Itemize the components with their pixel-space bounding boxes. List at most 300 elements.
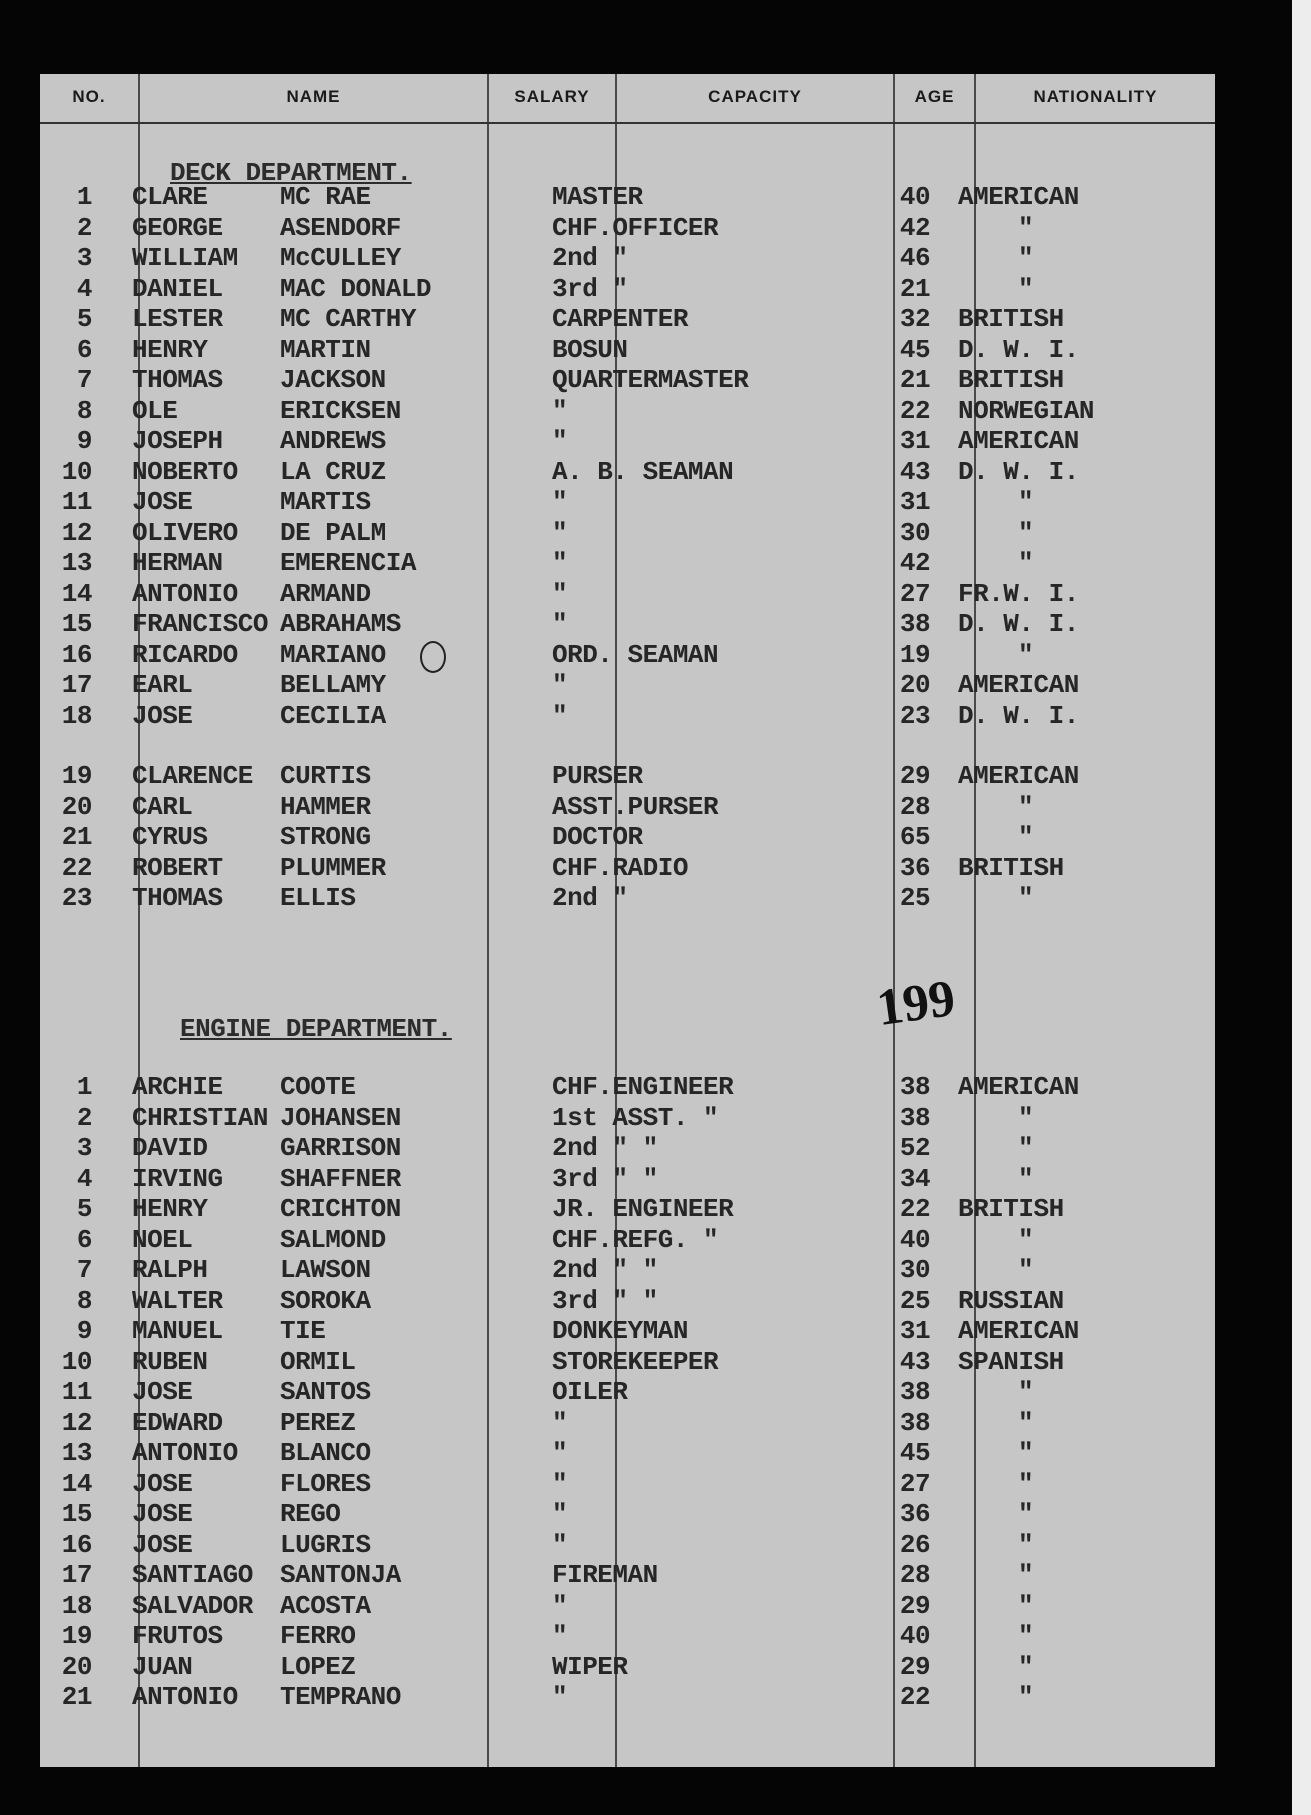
crew-first-name: JOSE: [132, 700, 193, 731]
crew-last-name: LA CRUZ: [280, 456, 386, 487]
crew-capacity: ": [552, 1468, 568, 1499]
crew-first-name: CLARENCE: [132, 761, 253, 791]
crew-capacity: ": [552, 1529, 568, 1560]
crew-first-name: RALPH: [132, 1255, 208, 1285]
crew-capacity: 1st ASST. ": [552, 1102, 719, 1133]
crew-first-name: CYRUS: [132, 822, 208, 852]
crew-capacity: ": [552, 609, 568, 639]
crew-first-name: JOSE: [132, 1468, 193, 1499]
crew-capacity: ": [552, 1407, 568, 1438]
crew-last-name: LOPEZ: [280, 1651, 356, 1682]
crew-row: [40, 1652, 1215, 1682]
crew-last-name: REGO: [280, 1499, 341, 1529]
crew-age: 34: [899, 1163, 931, 1194]
crew-first-name: CHRISTIAN: [132, 1102, 268, 1133]
crew-capacity: ORD. SEAMAN: [552, 639, 719, 670]
crew-first-name: THOMAS: [132, 883, 223, 913]
crew-nationality: BRITISH: [958, 304, 1064, 334]
crew-row: [40, 1194, 1215, 1224]
crew-age: 36: [899, 852, 931, 883]
crew-capacity: QUARTERMASTER: [552, 365, 749, 395]
crew-first-name: EDWARD: [132, 1407, 223, 1438]
crew-capacity: WIPER: [552, 1651, 628, 1682]
crew-age: 25: [899, 1285, 931, 1316]
crew-row: [40, 670, 1215, 700]
crew-number: 8: [76, 395, 92, 426]
crew-row: [40, 365, 1215, 395]
crew-capacity: CHF.REFG. ": [552, 1224, 719, 1255]
crew-age: 40: [899, 1224, 931, 1255]
crew-first-name: GEORGE: [132, 212, 223, 243]
crew-age: 29: [899, 1590, 931, 1621]
crew-first-name: HERMAN: [132, 548, 223, 578]
crew-row: [40, 1133, 1215, 1163]
crew-number: 19: [61, 761, 92, 791]
crew-nationality: ": [1018, 1255, 1034, 1285]
crew-capacity: 2nd ": [552, 883, 628, 913]
crew-row: [40, 274, 1215, 304]
crew-number: 10: [61, 1346, 92, 1377]
crew-first-name: MANUEL: [132, 1316, 223, 1346]
crew-nationality: AMERICAN: [958, 1316, 1079, 1346]
crew-last-name: SOROKA: [280, 1285, 371, 1316]
crew-age: 31: [899, 487, 931, 517]
crew-last-name: ARMAND: [280, 578, 371, 609]
crew-age: 19: [899, 639, 931, 670]
crew-row: [40, 1377, 1215, 1407]
crew-nationality: ": [1018, 1560, 1034, 1590]
crew-last-name: FERRO: [280, 1621, 356, 1651]
crew-nationality: ": [1018, 1590, 1034, 1621]
crew-row: [40, 822, 1215, 852]
crew-age: 22: [899, 1682, 931, 1712]
crew-number: 4: [76, 1163, 92, 1194]
crew-number: 9: [76, 1316, 92, 1346]
crew-age: 21: [899, 273, 931, 304]
header-age: AGE: [914, 87, 955, 106]
crew-first-name: NOBERTO: [132, 456, 238, 487]
crew-number: 3: [76, 1133, 92, 1163]
crew-number: 11: [61, 487, 92, 517]
crew-row: [40, 1408, 1215, 1438]
crew-last-name: COOTE: [280, 1072, 356, 1102]
crew-nationality: ": [1018, 243, 1034, 273]
crew-last-name: SANTONJA: [280, 1560, 401, 1590]
crew-row: [40, 335, 1215, 365]
crew-last-name: GARRISON: [280, 1133, 401, 1163]
crew-capacity: 3rd ": [552, 273, 628, 304]
crew-row: [40, 1591, 1215, 1621]
crew-nationality: ": [1018, 1163, 1034, 1194]
crew-number: 15: [61, 609, 92, 639]
crew-row: [40, 1286, 1215, 1316]
page-number: 199: [873, 969, 959, 1038]
crew-age: 28: [899, 1560, 931, 1590]
crew-row: [40, 609, 1215, 639]
crew-age: 65: [899, 822, 931, 852]
crew-nationality: AMERICAN: [958, 761, 1079, 791]
crew-row: [40, 1103, 1215, 1133]
crew-row: [40, 1072, 1215, 1102]
crew-age: 27: [899, 1468, 931, 1499]
crew-first-name: SALVADOR: [132, 1590, 253, 1621]
crew-nationality: ": [1018, 1407, 1034, 1438]
crew-last-name: MARTIS: [280, 487, 371, 517]
crew-row: [40, 304, 1215, 334]
crew-age: 28: [899, 791, 931, 822]
engine-department-title: ENGINE DEPARTMENT.: [180, 1014, 452, 1044]
crew-number: 7: [76, 1255, 92, 1285]
header-salary: SALARY: [514, 87, 590, 106]
crew-row: [40, 853, 1215, 883]
crew-row: [40, 1164, 1215, 1194]
crew-first-name: JOSE: [132, 1499, 193, 1529]
crew-row: [40, 1347, 1215, 1377]
crew-number: 13: [61, 548, 92, 578]
crew-row: [40, 1469, 1215, 1499]
crew-number: 2: [76, 212, 92, 243]
crew-row: [40, 518, 1215, 548]
crew-capacity: DOCTOR: [552, 822, 643, 852]
crew-number: 18: [61, 700, 92, 731]
crew-nationality: D. W. I.: [958, 700, 1079, 731]
crew-age: 38: [899, 609, 931, 639]
crew-last-name: BLANCO: [280, 1438, 371, 1468]
crew-age: 40: [899, 182, 931, 212]
crew-age: 43: [899, 456, 931, 487]
crew-last-name: TIE: [280, 1316, 326, 1346]
crew-last-name: MAC DONALD: [280, 273, 432, 304]
crew-row: [40, 640, 1215, 670]
crew-capacity: ": [552, 395, 568, 426]
crew-nationality: ": [1018, 212, 1034, 243]
crew-row: [40, 1560, 1215, 1590]
crew-first-name: JOSEPH: [132, 426, 223, 456]
crew-nationality: BRITISH: [958, 852, 1064, 883]
crew-first-name: ROBERT: [132, 852, 223, 883]
crew-capacity: STOREKEEPER: [552, 1346, 719, 1377]
crew-nationality: AMERICAN: [958, 1072, 1079, 1102]
crew-age: 22: [899, 395, 931, 426]
crew-row: [40, 548, 1215, 578]
crew-number: 12: [61, 517, 92, 548]
crew-capacity: PURSER: [552, 761, 643, 791]
crew-age: 20: [899, 670, 931, 700]
crew-age: 29: [899, 761, 931, 791]
crew-age: 26: [899, 1529, 931, 1560]
header-capacity: CAPACITY: [708, 87, 802, 106]
crew-nationality: SPANISH: [958, 1346, 1064, 1377]
crew-first-name: WALTER: [132, 1285, 223, 1316]
crew-first-name: NOEL: [132, 1224, 193, 1255]
crew-nationality: BRITISH: [958, 365, 1064, 395]
crew-nationality: ": [1018, 639, 1034, 670]
crew-first-name: ANTONIO: [132, 578, 238, 609]
crew-age: 31: [899, 1316, 931, 1346]
crew-first-name: CARL: [132, 791, 193, 822]
crew-nationality: ": [1018, 1224, 1034, 1255]
crew-number: 14: [61, 1468, 92, 1499]
crew-last-name: ERICKSEN: [280, 395, 401, 426]
crew-capacity: ": [552, 700, 568, 731]
crew-last-name: ASENDORF: [280, 212, 401, 243]
crew-nationality: ": [1018, 548, 1034, 578]
crew-first-name: OLIVERO: [132, 517, 238, 548]
crew-capacity: JR. ENGINEER: [552, 1194, 734, 1224]
crew-number: 7: [76, 365, 92, 395]
crew-nationality: ": [1018, 1682, 1034, 1712]
crew-row: [40, 1499, 1215, 1529]
crew-row: [40, 182, 1215, 212]
crew-number: 16: [61, 639, 92, 670]
crew-last-name: STRONG: [280, 822, 371, 852]
crew-row: [40, 396, 1215, 426]
crew-last-name: MARIANO: [280, 639, 386, 670]
crew-nationality: ": [1018, 1377, 1034, 1407]
check-mark-circle: [420, 641, 446, 673]
crew-age: 42: [899, 548, 931, 578]
crew-nationality: D. W. I.: [958, 609, 1079, 639]
crew-row: [40, 1438, 1215, 1468]
crew-capacity: ": [552, 578, 568, 609]
crew-number: 2: [76, 1102, 92, 1133]
crew-age: 45: [899, 334, 931, 365]
crew-first-name: LESTER: [132, 304, 223, 334]
crew-number: 14: [61, 578, 92, 609]
crew-nationality: NORWEGIAN: [958, 395, 1094, 426]
crew-last-name: PLUMMER: [280, 852, 386, 883]
crew-first-name: DANIEL: [132, 273, 223, 304]
crew-capacity: ": [552, 1590, 568, 1621]
crew-list-sheet: [40, 74, 1215, 1767]
crew-nationality: ": [1018, 1468, 1034, 1499]
crew-nationality: BRITISH: [958, 1194, 1064, 1224]
crew-age: 42: [899, 212, 931, 243]
crew-age: 38: [899, 1102, 931, 1133]
crew-first-name: CLARE: [132, 182, 208, 212]
crew-age: 32: [899, 304, 931, 334]
crew-nationality: ": [1018, 517, 1034, 548]
crew-number: 22: [61, 852, 92, 883]
crew-number: 18: [61, 1590, 92, 1621]
crew-first-name: JOSE: [132, 487, 193, 517]
crew-age: 30: [899, 517, 931, 548]
crew-first-name: FRUTOS: [132, 1621, 223, 1651]
crew-capacity: 3rd " ": [552, 1285, 658, 1316]
crew-capacity: A. B. SEAMAN: [552, 456, 734, 487]
crew-last-name: MC CARTHY: [280, 304, 416, 334]
crew-age: 21: [899, 365, 931, 395]
crew-first-name: RUBEN: [132, 1346, 208, 1377]
crew-nationality: ": [1018, 883, 1034, 913]
crew-capacity: ": [552, 1682, 568, 1712]
crew-age: 23: [899, 700, 931, 731]
crew-age: 52: [899, 1133, 931, 1163]
crew-nationality: ": [1018, 791, 1034, 822]
crew-number: 17: [61, 1560, 92, 1590]
crew-age: 38: [899, 1377, 931, 1407]
crew-nationality: D. W. I.: [958, 334, 1079, 365]
crew-number: 12: [61, 1407, 92, 1438]
crew-capacity: ": [552, 1621, 568, 1651]
crew-first-name: HENRY: [132, 1194, 208, 1224]
crew-age: 31: [899, 426, 931, 456]
crew-number: 9: [76, 426, 92, 456]
crew-row: [40, 761, 1215, 791]
crew-capacity: BOSUN: [552, 334, 628, 365]
crew-last-name: CECILIA: [280, 700, 386, 731]
crew-capacity: DONKEYMAN: [552, 1316, 688, 1346]
crew-capacity: 2nd ": [552, 243, 628, 273]
crew-number: 8: [76, 1285, 92, 1316]
header-no: NO.: [72, 87, 106, 106]
crew-nationality: ": [1018, 1438, 1034, 1468]
crew-age: 38: [899, 1407, 931, 1438]
crew-first-name: EARL: [132, 670, 193, 700]
crew-capacity: OILER: [552, 1377, 628, 1407]
crew-row: [40, 701, 1215, 731]
crew-number: 16: [61, 1529, 92, 1560]
crew-nationality: ": [1018, 487, 1034, 517]
crew-first-name: OLE: [132, 395, 178, 426]
crew-number: 21: [61, 1682, 92, 1712]
crew-number: 1: [76, 182, 92, 212]
crew-capacity: 3rd " ": [552, 1163, 658, 1194]
crew-number: 10: [61, 456, 92, 487]
crew-capacity: ": [552, 1438, 568, 1468]
crew-first-name: WILLIAM: [132, 243, 238, 273]
crew-nationality: ": [1018, 1651, 1034, 1682]
crew-first-name: HENRY: [132, 334, 208, 365]
crew-nationality: RUSSIAN: [958, 1285, 1064, 1316]
crew-last-name: LAWSON: [280, 1255, 371, 1285]
crew-last-name: JOHANSEN: [280, 1102, 401, 1133]
crew-nationality: ": [1018, 273, 1034, 304]
crew-first-name: JUAN: [132, 1651, 193, 1682]
crew-number: 17: [61, 670, 92, 700]
crew-last-name: ACOSTA: [280, 1590, 371, 1621]
crew-last-name: PEREZ: [280, 1407, 356, 1438]
crew-capacity: ": [552, 670, 568, 700]
crew-last-name: McCULLEY: [280, 243, 401, 273]
crew-last-name: HAMMER: [280, 791, 371, 822]
crew-last-name: SALMOND: [280, 1224, 386, 1255]
crew-capacity: ": [552, 1499, 568, 1529]
crew-nationality: ": [1018, 1529, 1034, 1560]
crew-capacity: CARPENTER: [552, 304, 688, 334]
crew-nationality: ": [1018, 1102, 1034, 1133]
header-name: NAME: [286, 87, 341, 106]
crew-last-name: ANDREWS: [280, 426, 386, 456]
crew-first-name: SANTIAGO: [132, 1560, 253, 1590]
crew-number: 4: [76, 273, 92, 304]
crew-first-name: JOSE: [132, 1529, 193, 1560]
header-rule: [40, 122, 1215, 124]
header-nationality: NATIONALITY: [1033, 87, 1158, 106]
crew-last-name: CURTIS: [280, 761, 371, 791]
crew-number: 20: [61, 791, 92, 822]
crew-row: [40, 883, 1215, 913]
crew-first-name: RICARDO: [132, 639, 238, 670]
crew-row: [40, 426, 1215, 456]
crew-last-name: SANTOS: [280, 1377, 371, 1407]
crew-capacity: ASST.PURSER: [552, 791, 719, 822]
crew-row: [40, 1621, 1215, 1651]
crew-last-name: LUGRIS: [280, 1529, 371, 1560]
crew-number: 5: [76, 304, 92, 334]
crew-capacity: ": [552, 426, 568, 456]
crew-last-name: BELLAMY: [280, 670, 386, 700]
crew-row: [40, 792, 1215, 822]
crew-last-name: DE PALM: [280, 517, 386, 548]
crew-nationality: AMERICAN: [958, 182, 1079, 212]
crew-row: [40, 579, 1215, 609]
crew-last-name: TEMPRANO: [280, 1682, 401, 1712]
crew-last-name: EMERENCIA: [280, 548, 416, 578]
crew-row: [40, 1225, 1215, 1255]
crew-number: 21: [61, 822, 92, 852]
crew-age: 30: [899, 1255, 931, 1285]
crew-nationality: ": [1018, 1621, 1034, 1651]
crew-number: 23: [61, 883, 92, 913]
crew-row: [40, 243, 1215, 273]
crew-capacity: ": [552, 487, 568, 517]
crew-first-name: ANTONIO: [132, 1682, 238, 1712]
crew-capacity: ": [552, 548, 568, 578]
crew-row: [40, 1682, 1215, 1712]
crew-row: [40, 487, 1215, 517]
crew-last-name: MC RAE: [280, 182, 371, 212]
crew-capacity: 2nd " ": [552, 1255, 658, 1285]
crew-last-name: FLORES: [280, 1468, 371, 1499]
crew-age: 27: [899, 578, 931, 609]
crew-first-name: IRVING: [132, 1163, 223, 1194]
crew-capacity: CHF.ENGINEER: [552, 1072, 734, 1102]
crew-last-name: CRICHTON: [280, 1194, 401, 1224]
crew-age: 29: [899, 1651, 931, 1682]
crew-first-name: DAVID: [132, 1133, 208, 1163]
crew-number: 6: [76, 1224, 92, 1255]
crew-number: 19: [61, 1621, 92, 1651]
crew-nationality: D. W. I.: [958, 456, 1079, 487]
crew-row: [40, 1255, 1215, 1285]
crew-nationality: ": [1018, 822, 1034, 852]
crew-row: [40, 457, 1215, 487]
crew-age: 45: [899, 1438, 931, 1468]
crew-nationality: ": [1018, 1133, 1034, 1163]
crew-nationality: FR.W. I.: [958, 578, 1079, 609]
crew-capacity: FIREMAN: [552, 1560, 658, 1590]
crew-number: 13: [61, 1438, 92, 1468]
crew-row: [40, 213, 1215, 243]
crew-age: 36: [899, 1499, 931, 1529]
crew-last-name: SHAFFNER: [280, 1163, 401, 1194]
crew-nationality: AMERICAN: [958, 426, 1079, 456]
crew-last-name: MARTIN: [280, 334, 371, 365]
crew-age: 25: [899, 883, 931, 913]
crew-last-name: ELLIS: [280, 883, 356, 913]
crew-number: 20: [61, 1651, 92, 1682]
crew-age: 43: [899, 1346, 931, 1377]
crew-last-name: ORMIL: [280, 1346, 356, 1377]
crew-age: 22: [899, 1194, 931, 1224]
crew-number: 6: [76, 334, 92, 365]
crew-age: 38: [899, 1072, 931, 1102]
crew-number: 15: [61, 1499, 92, 1529]
crew-first-name: ANTONIO: [132, 1438, 238, 1468]
crew-capacity: CHF.OFFICER: [552, 212, 719, 243]
crew-age: 46: [899, 243, 931, 273]
